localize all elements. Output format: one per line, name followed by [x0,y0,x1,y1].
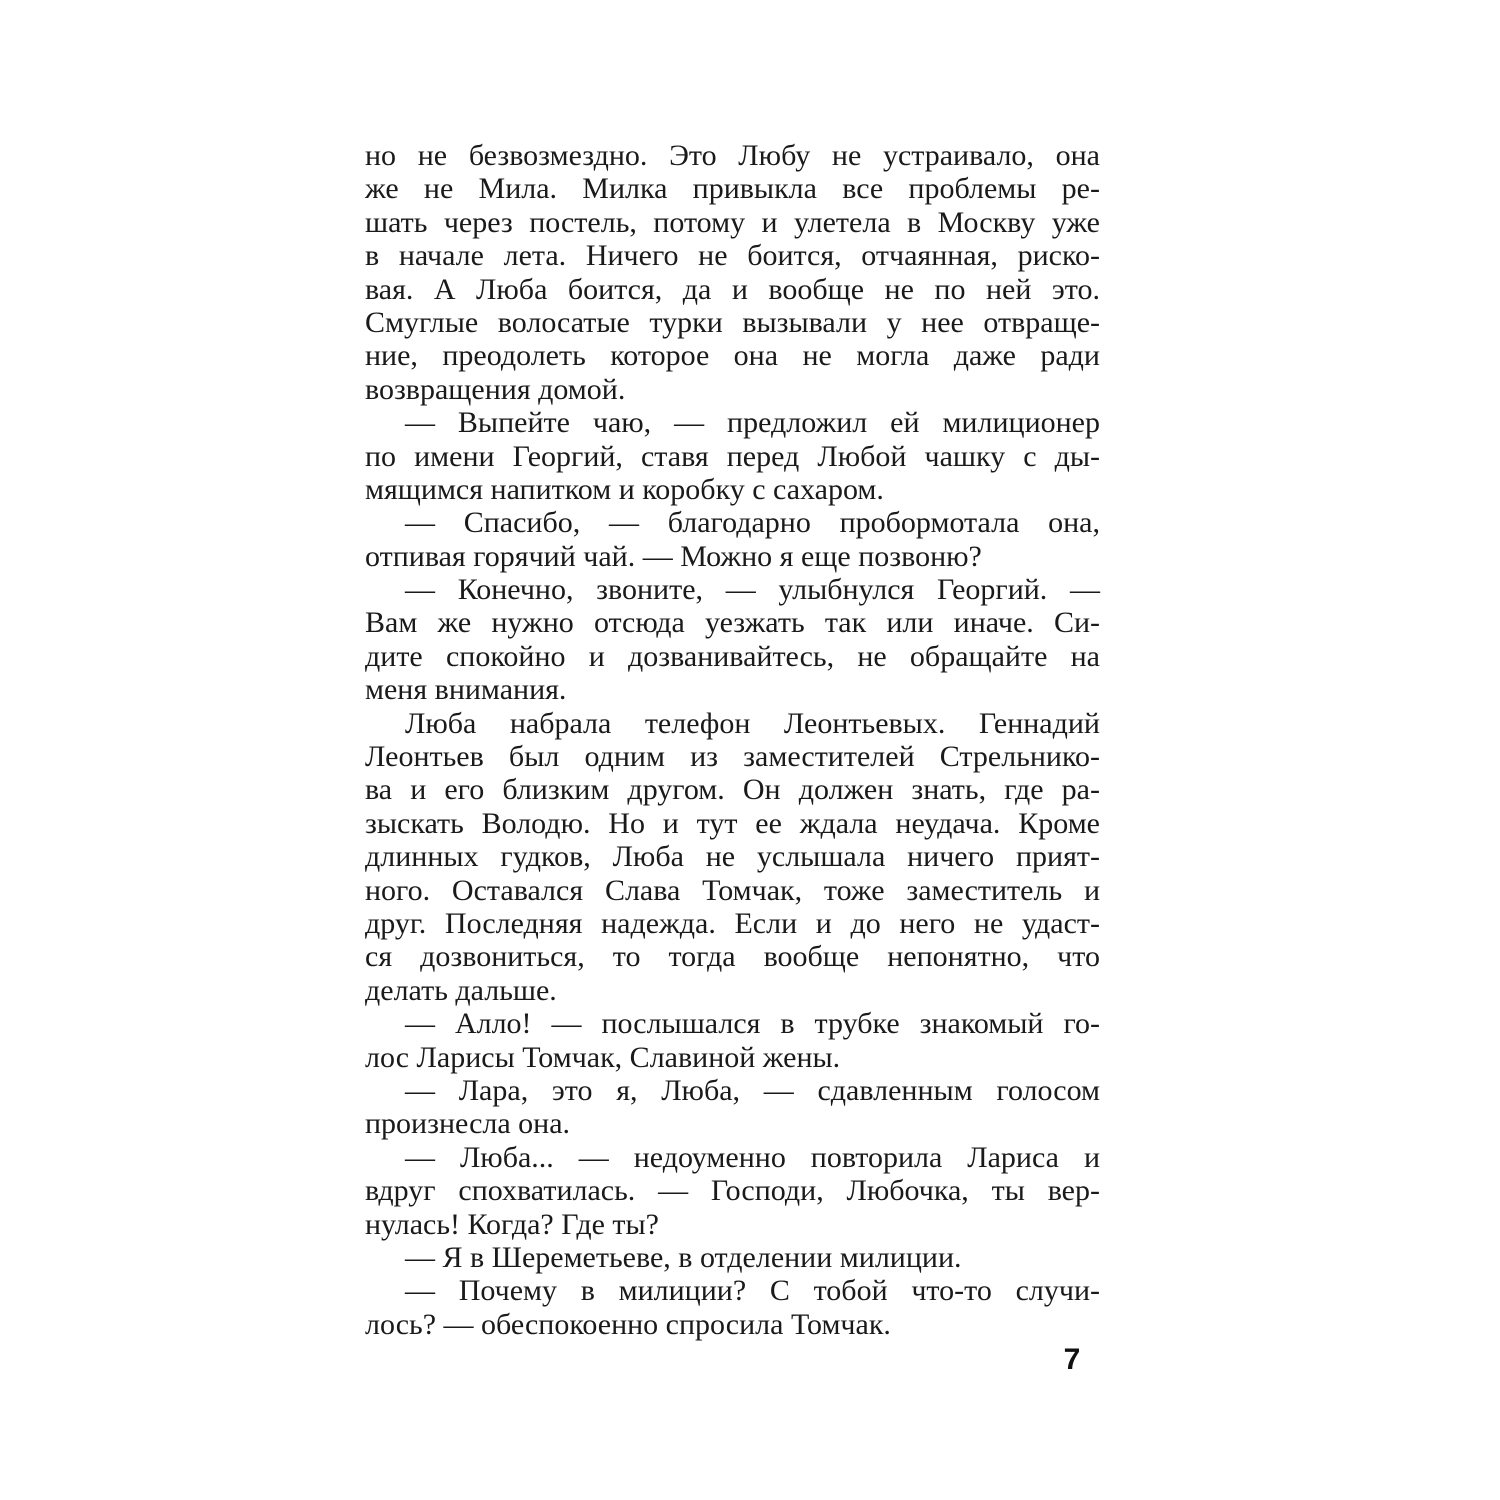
text-line: — Выпейте чаю, — предложил ей милиционер [405,406,1100,440]
text-column [365,139,1100,1341]
text-line: делать дальше. [365,973,557,1007]
text-line: отпивая горячий чай. — Можно я еще позвоню? [365,539,982,573]
text-line: лось? — обеспокоенно спросила Томчак. [365,1307,891,1341]
text-line: зыскать Володю. Но и тут ее ждала неудача. Кроме [365,806,1100,840]
text-line: произнесла она. [365,1107,571,1141]
text-line: ного. Оставался Слава Томчак, тоже заместитель и [365,873,1100,907]
text-line: длинных гудков, Люба не услышала ничего прият- [365,840,1100,874]
paragraph [365,1007,1100,1074]
text-line: Смуглые волосатые турки вызывали у нее отвраще- [365,305,1100,339]
text-line: Люба набрала телефон Леонтьевых. Геннадий [405,706,1100,740]
text-line: ся дозвониться, то тогда вообще непонятно, что [365,940,1100,974]
text-line: друг. Последняя надежда. Если и до него не удаст- [365,906,1100,940]
text-line: но не безвозмездно. Это Любу не устраивало, она [365,139,1100,172]
text-line: — Конечно, звоните, — улыбнулся Георгий. — [405,573,1100,607]
text-line: в начале лета. Ничего не боится, отчаянная, риско- [365,239,1100,273]
paragraph [365,1141,1100,1241]
text-line: возвращения домой. [365,372,626,406]
text-line: по имени Георгий, ставя перед Любой чашку с ды- [365,439,1100,473]
text-line: — Алло! — послышался в трубке знакомый го- [405,1007,1100,1041]
paragraph [365,406,1100,506]
text-line: — Лара, это я, Люба, — сдавленным голосом [405,1073,1100,1107]
text-line: — Почему в милиции? С тобой что-то случи- [405,1274,1100,1308]
paragraph [365,573,1100,707]
paragraph [365,1274,1100,1341]
text-line: Вам же нужно отсюда уезжать так или иначе. Си- [365,606,1100,640]
page-number: 7 [1063,1343,1081,1376]
paragraph [365,707,1100,1008]
text-line: — Спасибо, — благодарно пробормотала она, [405,506,1100,540]
text-line: вая. А Люба боится, да и вообще не по ней это. [365,272,1100,306]
text-line: шать через постель, потому и улетела в Москву уже [365,205,1100,239]
paragraph [365,1074,1100,1141]
text-line: нулась! Когда? Где ты? [365,1207,659,1241]
paragraph [365,1241,1100,1274]
text-line: — Я в Шереметьеве, в отделении милиции. [405,1240,962,1274]
paragraph [365,139,1100,406]
text-line: меня внимания. [365,673,567,707]
text-line: ва и его близким другом. Он должен знать, где ра- [365,773,1100,807]
text-line: дите спокойно и дозванивайтесь, не обращайте на [365,639,1100,673]
text-line: ние, преодолеть которое она не могла даже ради [365,339,1100,373]
text-line: мящимся напитком и коробку с сахаром. [365,472,884,506]
text-line: лос Ларисы Томчак, Славиной жены. [365,1040,841,1074]
paragraph [365,506,1100,573]
text-line: — Люба... — недоуменно повторила Лариса и [405,1140,1100,1174]
text-line: же не Мила. Милка привыкла все проблемы ре- [365,172,1100,206]
text-line: вдруг спохватилась. — Господи, Любочка, ты вер- [365,1174,1100,1208]
text-line: Леонтьев был одним из заместителей Стрельнико- [365,740,1100,774]
